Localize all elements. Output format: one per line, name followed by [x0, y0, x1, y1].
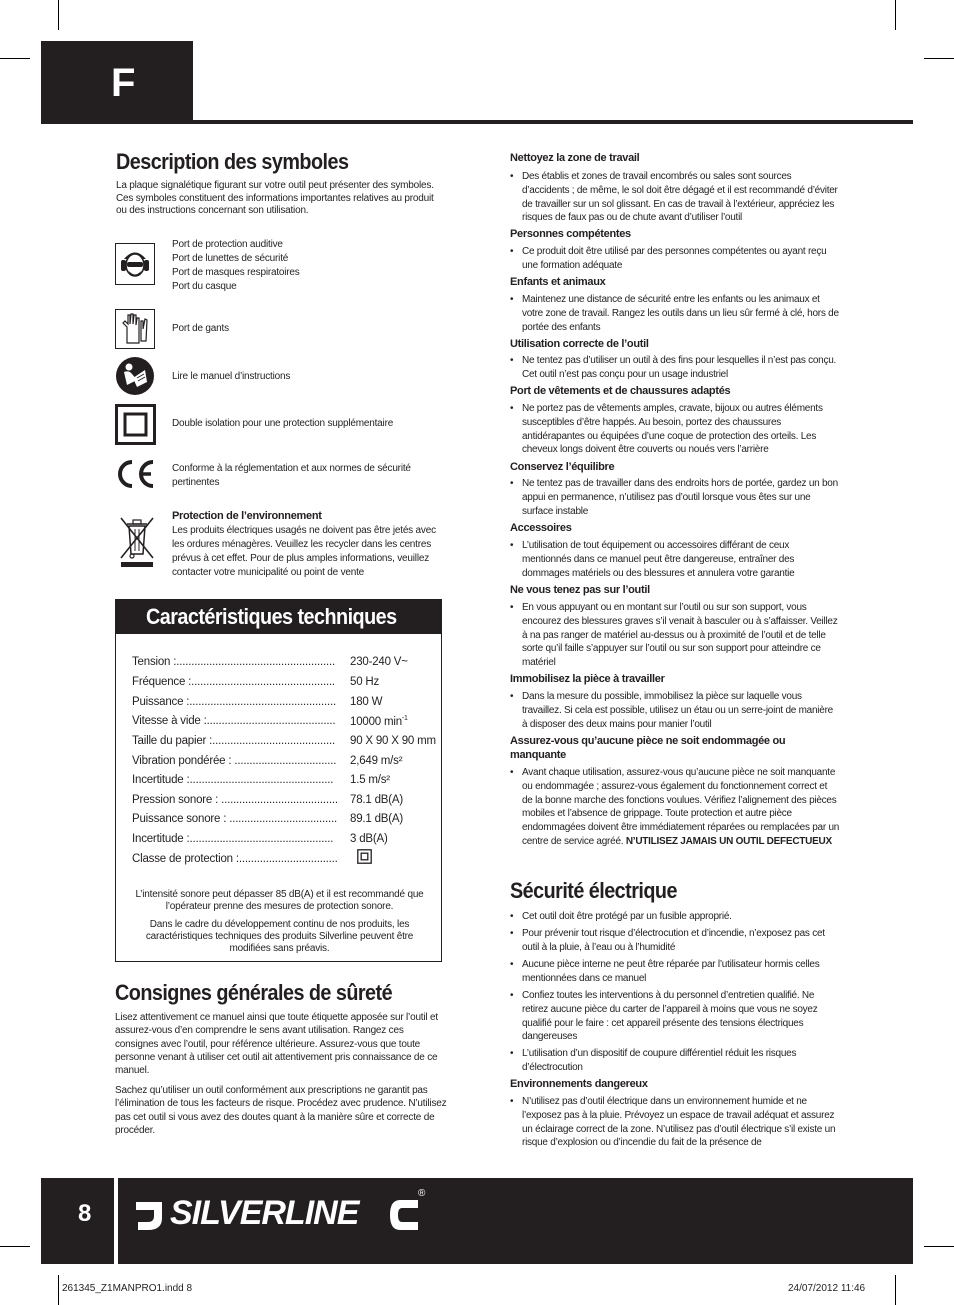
- work-area-title: Nettoyez la zone de travail: [510, 152, 640, 164]
- header-rule: [41, 120, 913, 124]
- spec-value: 90 X 90 X 90 mm: [350, 735, 436, 747]
- ce-mark-icon: [115, 458, 157, 490]
- spec-value: 89.1 dB(A): [350, 813, 403, 825]
- spec-value-text: 10000 min: [350, 715, 402, 728]
- brand-end-icon: [388, 1196, 424, 1234]
- spec-value: 1.5 m/s²: [350, 774, 390, 786]
- specs-heading-bar: [116, 600, 441, 634]
- spec-label: Puissance sonore : ....................................: [132, 813, 338, 825]
- crossed-bin-icon: [119, 516, 155, 568]
- ce-text: Conforme à la réglementation et aux normes de sécurité pertinentes: [172, 463, 411, 488]
- correct-use-title: Utilisation correcte de l’outil: [510, 338, 649, 350]
- spec-label: Incertitude :................................................: [132, 774, 334, 786]
- protection-class-icon: [357, 849, 372, 864]
- stand-bullet: • En vous appuyant ou en montant sur l’outil ou sur son support, vous encourez des blessures graves s’il venait à basculer ou à s’affaisser. Veillez à na pas ranger de matériel au-dessus ou à proximité de l’outil et de telle sorte qu’il faille s’appuyer sur l’outil ou sur son support pour atteindre ce matériel: [510, 601, 840, 670]
- electrical-bullet: • Cet outil doit être protégé par un fusible approprié.: [510, 910, 840, 924]
- crop-mark: [895, 0, 896, 30]
- spec-label: Pression sonore : .......................................: [132, 794, 338, 806]
- gloves-icon: [115, 309, 155, 349]
- ppe-text-4: Port du casque: [172, 281, 237, 292]
- damaged-parts-warning: N’UTILISEZ JAMAIS UN OUTIL DEFECTUEUX: [625, 835, 832, 847]
- children-title: Enfants et animaux: [510, 276, 606, 288]
- damaged-parts-title: Assurez-vous qu’aucune pièce ne soit endommagée ou: [510, 735, 786, 747]
- ppe-head-icon: [115, 243, 155, 285]
- hazardous-env-bullet: • N’utilisez pas d’outil électrique dans un environnement humide et ne l’exposez pas à la pluie. Prévoyez un espace de travail adéquat et assurez un éclairage correct de la zone. N’utilisez pas d’outil électrique s’il existe un risque d’explosion ou d’incendie du fait de la présence de: [510, 1095, 840, 1150]
- spec-label: Vitesse à vide :...........................................: [132, 715, 336, 727]
- accessories-bullet: • L’utilisation de tout équipement ou accessoires différant de ceux mentionnés dans ce manuel peut être dangereuse, entraîner des dommages matériels ou des blessures et annulera votre garantie: [510, 539, 840, 580]
- brand-logo: [132, 1190, 432, 1240]
- balance-bullet: • Ne tentez pas de travailler dans des endroits hors de portée, gardez un bon appui en permanence, n’utilisez pas d’outil lorsque vous êtes sur une surface instable: [510, 477, 840, 518]
- children-bullet: • Maintenez une distance de sécurité entre les enfants ou les animaux et votre zone de travail. Rangez les outils dans un lieu sûr fermé à clé, hors de portée des enfants: [510, 293, 840, 334]
- clothing-title: Port de vêtements et de chaussures adaptés: [510, 385, 731, 397]
- damaged-parts-title-2: manquante: [510, 749, 566, 761]
- double-insulation-icon: [115, 404, 156, 445]
- section-letter: F: [111, 61, 136, 105]
- secure-work-bullet: • Dans la mesure du possible, immobilisez la pièce sur laquelle vous travaillez. Si cela est possible, utilisez un étau ou un serre-joint de manière à disposer des deux mains pour manier l’outil: [510, 690, 840, 731]
- symbols-heading: Description des symboles: [116, 149, 349, 174]
- balance-title: Conservez l’équilibre: [510, 461, 615, 473]
- spec-value: [350, 715, 408, 728]
- spec-value: 3 dB(A): [350, 833, 388, 845]
- brand-name: SILVERLINE: [170, 1194, 359, 1232]
- page-number: 8: [78, 1200, 92, 1227]
- spec-value-sup: -1: [401, 715, 408, 722]
- electrical-bullet: • Aucune pièce interne ne peut être réparée par l’utilisateur hormis celles mentionnées dans ce manuel: [510, 958, 840, 986]
- general-heading: Consignes générales de sûreté: [115, 980, 393, 1005]
- competent-title: Personnes compétentes: [510, 228, 631, 240]
- spec-value: 230-240 V~: [350, 656, 408, 668]
- double-insulation-text: Double isolation pour une protection supplémentaire: [172, 418, 394, 429]
- electrical-bullet: • Pour prévenir tout risque d’électrocution et d’incendie, n’exposez pas cet outil à la pluie, à l’eau ou à l’humidité: [510, 927, 840, 955]
- damaged-parts-text: Avant chaque utilisation, assurez-vous qu’aucune pièce ne soit manquante ou endommagée ; assurez-vous également du fonctionnement correct et de la bonne marche des fonctions voulues. Vérifiez l’alignement des pièces mobiles et l’absence de grippage. Toute protection et autre pièce endommagées doivent être immédiatement réparées ou remplacées par un centre de service agréé.: [522, 767, 840, 847]
- crop-mark: [58, 0, 59, 30]
- spec-label: Puissance :.................................................: [132, 696, 337, 708]
- crop-mark: [0, 1246, 30, 1247]
- footer-filename: 261345_Z1MANPRO1.indd 8: [62, 1283, 193, 1294]
- spec-label: Vibration pondérée : ..................................: [132, 755, 337, 767]
- hazardous-env-title: Environnements dangereux: [510, 1078, 648, 1090]
- accessories-title: Accessoires: [510, 522, 572, 534]
- manual-text: Lire le manuel d’instructions: [172, 371, 291, 382]
- general-para-1: Lisez attentivement ce manuel ainsi que toute étiquette apposée sur l’outil et assurez-vous d’en comprendre le sens avant utilisation. Rangez ces consignes avec l’outil, pour référence ultérieure. Assurez-vous que toute personne venant à utiliser cet outil ait attentivement pris connaissance de ce manuel.: [115, 1012, 438, 1077]
- electrical-heading: Sécurité électrique: [510, 878, 677, 903]
- spec-label: Fréquence :................................................: [132, 676, 335, 688]
- clothing-bullet: • Ne portez pas de vêtements amples, cravate, bijoux ou autres éléments susceptibles d’être happés. Au besoin, portez des chaussures antidérapantes ou équipées d’une coque de protection des orteils. Les cheveux longs doivent être couverts ou noués vers l’arrière: [510, 402, 840, 457]
- symbols-intro: La plaque signalétique figurant sur votre outil peut présenter des symboles. Ces symboles constituent des informations importantes relatives au produit ou des instructions concernant son utilisation.: [116, 180, 434, 217]
- read-manual-icon: [115, 356, 155, 396]
- specs-box: [115, 599, 442, 962]
- crop-mark: [924, 58, 954, 59]
- ppe-text-2: Port de lunettes de sécurité: [172, 253, 289, 264]
- spec-label: Incertitude :................................................: [132, 833, 334, 845]
- work-area-bullet: • Des établis et zones de travail encombrés ou sales sont sources d’accidents ; de même, le sol doit être dégagé et il est recommandé d’éviter de travailler sur un sol glissant. En cas de travail à l’extérieur, appréciez les risques de faux pas ou de chute avant d’utiliser l’outil: [510, 170, 840, 225]
- spec-label: Taille du papier :.........................................: [132, 735, 335, 747]
- section-tab: [41, 41, 193, 123]
- specs-heading: Caractéristiques techniques: [146, 604, 397, 629]
- secure-work-title: Immobilisez la pièce à travailler: [510, 673, 665, 685]
- footer-divider: [114, 1178, 118, 1264]
- general-para-2: Sachez qu’utiliser un outil conformément aux prescriptions ne garantit pas l’élimination de tous les facteurs de risque. Procédez avec prudence. N’utilisez pas cet outil si vous avez des doutes quant à la manière sûre et correcte de procéder.: [115, 1085, 447, 1136]
- ppe-text-1: Port de protection auditive: [172, 239, 283, 250]
- brand-hook-icon: [132, 1194, 168, 1234]
- spec-value: 78.1 dB(A): [350, 794, 403, 806]
- crop-mark: [924, 1246, 954, 1247]
- crop-mark: [58, 1275, 59, 1305]
- env-text: Les produits électriques usagés ne doivent pas être jetés avec les ordures ménagères. Veuillez les recycler dans les centres prévus à cet effet. Pour de plus amples informations, veuillez contacter votre municipalité ou point de vente: [172, 525, 436, 578]
- footer-date: 24/07/2012 11:46: [788, 1283, 866, 1294]
- correct-use-bullet: • Ne tentez pas d’utiliser un outil à des fins pour lesquelles il n’est pas conçu. Cet outil n’est pas conçu pour un usage industriel: [510, 354, 840, 382]
- gloves-text: Port de gants: [172, 323, 229, 334]
- spec-value: 180 W: [350, 696, 383, 708]
- spec-value: 50 Hz: [350, 676, 380, 688]
- spec-note-noise: L’intensité sonore peut dépasser 85 dB(A) et il est recommandé que l’opérateur prenne des mesures de protection sonore.: [135, 889, 424, 912]
- crop-mark: [0, 58, 30, 59]
- crop-mark: [895, 1275, 896, 1305]
- spec-label: Classe de protection :.................................: [132, 853, 338, 865]
- electrical-bullet: • Confiez toutes les interventions à du personnel d’entretien qualifié. Ne retirez aucune pièce du carter de l’appareil à moins que vous ne soyez qualifié pour le faire : cet appareil présente des tensions électriques dangereuses: [510, 989, 840, 1044]
- spec-note-development: Dans le cadre du développement continu de nos produits, les caractéristiques techniques des produits Silverline peuvent être modifiées sans préavis.: [145, 919, 414, 954]
- ppe-text-3: Port de masques respiratoires: [172, 267, 300, 278]
- competent-bullet: • Ce produit doit être utilisé par des personnes compétentes ou ayant reçu une formation adéquate: [510, 245, 840, 273]
- spec-label: Tension :.....................................................: [132, 656, 335, 668]
- electrical-bullet: • L’utilisation d’un dispositif de coupure différentiel réduit les risques d’électrocution: [510, 1047, 840, 1075]
- registered-mark: ®: [418, 1188, 426, 1199]
- spec-value: 2,649 m/s²: [350, 755, 403, 767]
- damaged-parts-bullet: [510, 766, 840, 849]
- env-title: Protection de l’environnement: [172, 510, 322, 522]
- stand-title: Ne vous tenez pas sur l’outil: [510, 584, 650, 596]
